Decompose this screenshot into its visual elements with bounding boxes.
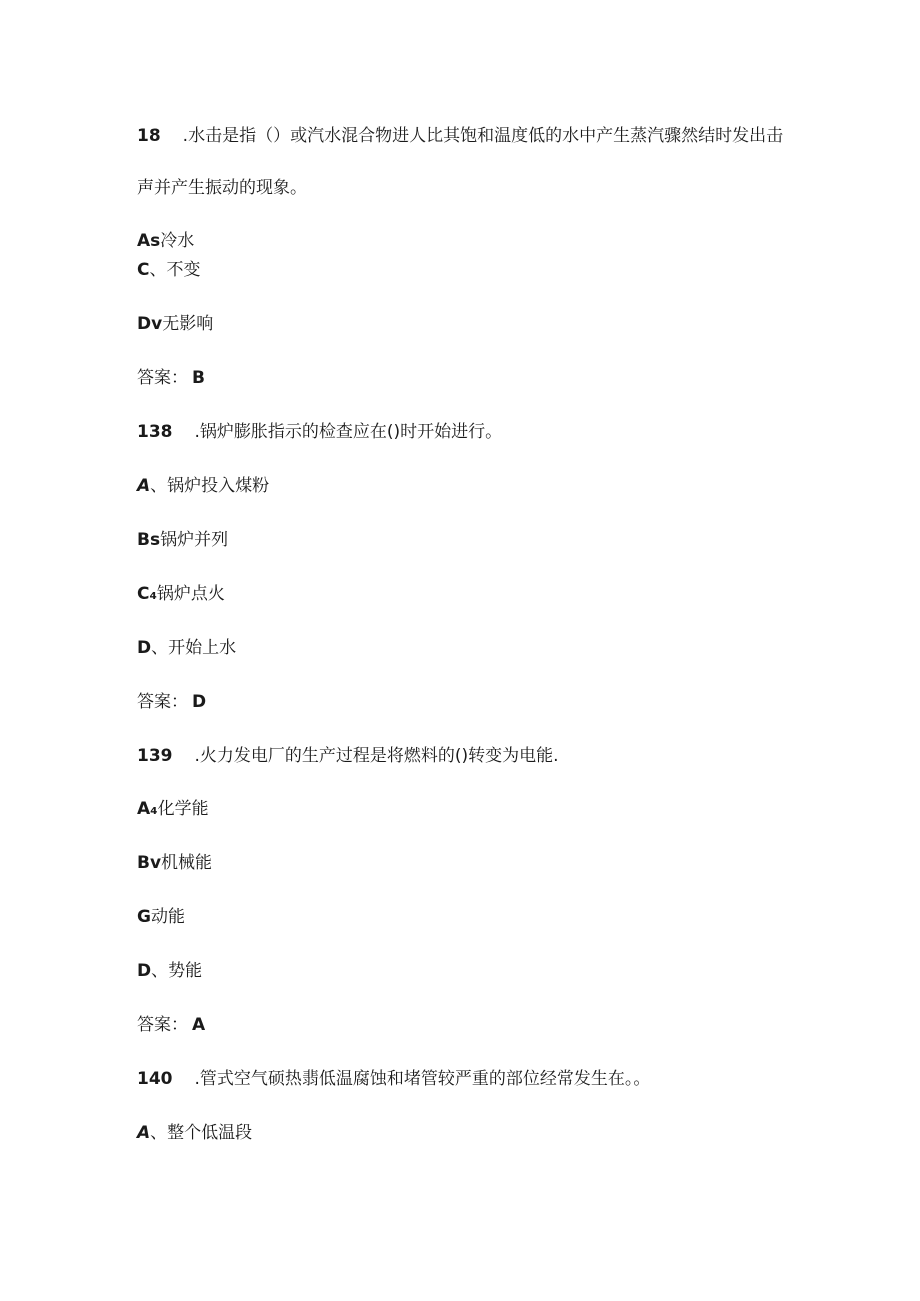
answer-line (137, 691, 206, 713)
option-key: D (137, 961, 152, 981)
question-text: .管式空气硕热翡低温腐蚀和堵管较严重的部位经常发生在。。 (194, 1069, 651, 1089)
option-text: 势能 (168, 961, 203, 981)
option-key: Dv (137, 314, 163, 334)
question-18-line1 (137, 125, 783, 147)
question-text: .火力发电厂的生产过程是将燃料的()转变为电能. (194, 746, 559, 766)
answer-label: 答案： (137, 1015, 188, 1035)
option-a (137, 230, 194, 252)
option-c (137, 906, 185, 928)
option-a (137, 798, 209, 820)
answer-value: B (192, 368, 205, 388)
answer-label: 答案： (137, 692, 188, 712)
option-c (137, 259, 200, 281)
option-key: G (137, 907, 151, 927)
option-separator: 、 (149, 260, 167, 280)
option-text: 锅炉投入煤粉 (167, 476, 270, 496)
option-key: Bv (137, 853, 162, 873)
option-text: 化学能 (157, 799, 209, 819)
option-d (137, 637, 236, 659)
answer-value: D (192, 692, 207, 712)
question-text: .水击是指（）或汽水混合物进人比其饱和温度低的水中产生蒸汽骤然结时发出击 (182, 126, 784, 146)
option-text: 无影响 (162, 314, 214, 334)
question-number: 140 (137, 1069, 173, 1089)
option-separator: 、 (151, 638, 169, 658)
option-key: A (137, 1123, 151, 1143)
option-d (137, 313, 213, 335)
question-number: 139 (137, 746, 173, 766)
option-text: 动能 (150, 907, 185, 927)
option-text: 开始上水 (168, 638, 237, 658)
option-text: 不变 (166, 260, 201, 280)
option-key: A (137, 476, 151, 496)
option-key: As (137, 231, 161, 251)
option-key: A₄ (137, 799, 158, 819)
answer-label: 答案： (137, 368, 188, 388)
option-separator: 、 (151, 961, 169, 981)
question-140-line1 (137, 1068, 650, 1090)
question-number: 18 (137, 126, 161, 146)
option-text: 整个低温段 (167, 1123, 253, 1143)
option-key: C (137, 260, 150, 280)
option-a (137, 1122, 252, 1144)
question-text-continued: 声并产生振动的现象。 (137, 178, 307, 198)
option-b (137, 529, 228, 551)
option-a (137, 475, 269, 497)
answer-line (137, 1014, 205, 1036)
question-138-line1 (137, 421, 502, 443)
option-text: 锅炉并列 (160, 530, 229, 550)
option-separator: 、 (150, 1123, 168, 1143)
question-139-line1 (137, 745, 559, 767)
question-18-line2 (137, 177, 307, 199)
option-key: D (137, 638, 152, 658)
question-number: 138 (137, 422, 173, 442)
answer-line (137, 367, 205, 389)
option-b (137, 852, 212, 874)
question-text: .锅炉膨胀指示的检查应在()时开始进行。 (194, 422, 503, 442)
option-d (137, 960, 202, 982)
answer-value: A (192, 1015, 206, 1035)
option-separator: 、 (150, 476, 168, 496)
option-key: Bs (137, 530, 161, 550)
option-c (137, 583, 225, 605)
option-text: 锅炉点火 (156, 584, 225, 604)
option-text: 冷水 (160, 231, 195, 251)
option-text: 机械能 (161, 853, 213, 873)
option-key: C₄ (137, 584, 157, 604)
